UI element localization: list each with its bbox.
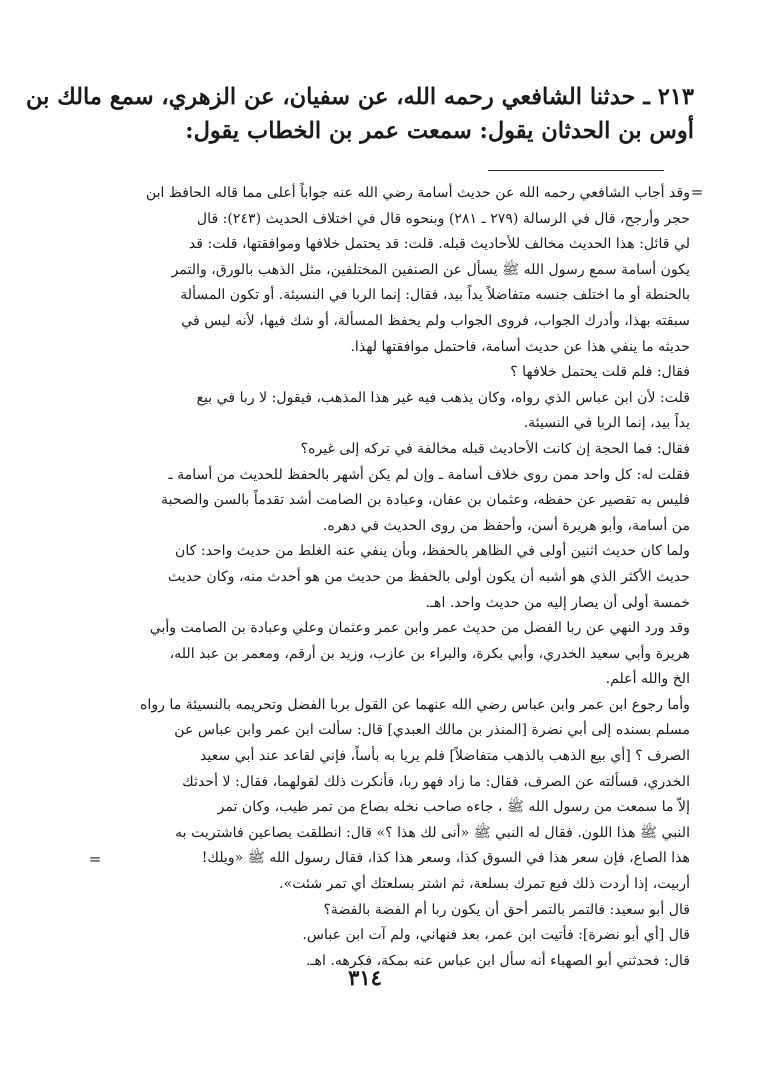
footnote-line: فقال: فما الحجة إن كانت الأحاديث قبله مخالفة في تركه إلى غيره؟ (300, 440, 690, 457)
footnote-line: حديثه ما ينفي هذا عن حديث أسامة، فاحتمل موافقتها لهذا. (350, 338, 690, 355)
footnote-line: قال أبو سعيد: فالتمر بالتمر أحق أن يكون ربا أم الفضة بالفضة؟ (323, 901, 690, 918)
hadith-line-2: أوس بن الحدثان يقول: سمعت عمر بن الخطاب يقول: (185, 118, 694, 144)
footnote-line: فقلت له: كل واحد ممن روى خلاف أسامة ـ وإن لم يكن أشهر بالحفظ للحديث من أسامة ـ (168, 466, 690, 483)
footnote-line: لي قائل: هذا الحديث مخالف للأحاديث قبله. قلت: قد يحتمل خلافها وموافقتها، قلت: قد (188, 236, 690, 253)
footnote-line: يكون أسامة سمع رسول الله ﷺ يسأل عن الصنفين المختلفين، مثل الذهب بالورق، والتمر (171, 261, 690, 278)
footnote-line: حديث الأكثر الذي هو أشبه أن يكون أولى بالحفظ من حديث من هو أحدث منه، وكان حديث (168, 568, 690, 585)
footnote-line: يداً بيد، إنما الربا في النسيئة. (523, 415, 690, 432)
footnote-line: وقد ورد النهي عن ربا الفضل من حديث عمر وابن عمر وعثمان وعلي وعبادة بن الصامت وأبي (149, 620, 690, 637)
footnote-line: قلت: لأن ابن عباس الذي رواه، وكان يذهب فيه غير هذا المذهب، فيقول: لا ربا في بيع (196, 389, 690, 406)
footnote-line: الخ والله أعلم. (605, 671, 690, 688)
footnote-line: حجر وأرجح، قال في الرسالة (٢٧٩ ـ ٢٨١) وبنحوه قال في اختلاف الحديث (٢٤٣): قال (196, 210, 690, 227)
footnote-line: هريرة وأبي سعيد الخدري، وأبي بكرة، والبراء بن عازب، وزيد بن أرقم، ومعمر بن عبد الله، (169, 645, 690, 662)
page-number: ٣١٤ (348, 965, 382, 990)
footnote-line: قال: فحدثني أبو الصهباء أنه سأل ابن عباس عنه بمكة، فكرهه. اهـ. (305, 952, 690, 969)
footnote-line: النبي ﷺ هذا اللون. فقال له النبي ﷺ «أنى لك هذا ؟» قال: انطلقت بصاعين فاشتريت به (175, 824, 690, 841)
footnote-block (66, 181, 690, 974)
footnote-line: الخدري، فسألته عن الصرف، فقال: ما زاد فهو ربا، فأنكرت ذلك لقولهما، فقال: لا أحدثك (182, 773, 690, 790)
footnote-line: إلاّ ما سمعت من رسول الله ﷺ ، جاءه صاحب نخله بصاع من تمر طيب، وكان تمر (217, 799, 690, 816)
footnote-line: فليس به تقصير عن حفظه، وعثمان بن عفان، وعبادة بن الصامت أشد تقدماً بالسن والصحبة (161, 492, 690, 509)
footnote-line: من أسامة، وأبو هريرة أسن، وأحفظ من روى الحديث في دهره. (322, 517, 690, 534)
footnote-line: هذا الصاع، فإن سعر هذا في السوق كذا، وسعر هذا كذا، فقال رسول الله ﷺ «ويلك! (201, 850, 690, 867)
footnote-line: بالحنطة أو ما اختلف جنسه متفاضلاً يداً بيد، فقال: إنما الربا في النسيئة. أو تكون المسألة (180, 287, 690, 304)
footnote-line: فقال: فلم قلت يحتمل خلافها ؟ (510, 364, 690, 381)
footnote-line: وقد أجاب الشافعي رحمه الله عن حديث أسامة رضي الله عنه جواباً أعلى مما قاله الحافظ ابن (145, 185, 690, 201)
hadith-line-1: ٢١٣ ـ حدثنا الشافعي رحمه الله، عن سفيان، عن الزهري، سمع مالك بن (25, 84, 694, 110)
hadith-text (25, 80, 694, 148)
footnote-end-marker: = (88, 850, 102, 868)
footnote-separator (488, 170, 664, 171)
footnote-continuation-marker: = (690, 183, 704, 201)
footnote-line: سبقته بهذا، وأدرك الجواب، فروى الجواب ولم يحفظ المسألة، أو شك فيها، لأنه ليس في (181, 312, 690, 329)
footnote-line: قال [أي أبو نضرة]: فأتيت ابن عمر، بعد فنهاني، ولم آت ابن عباس. (302, 927, 690, 944)
footnote-line: وأما رجوع ابن عمر وابن عباس رضي الله عنهما عن القول بربا الفضل وتحريمه بالنسيئة ما رواه (140, 696, 690, 713)
footnote-line: الصرف ؟ [أي بيع الذهب بالذهب متفاضلاً] فلم يريا به بأساً، فإني لقاعد عند أبي سعيد (200, 748, 690, 765)
footnote-line: خمسة أولى أن يصار إليه من حديث واحد. اهـ. (425, 594, 690, 611)
footnote-line: ولما كان حديث اثنين أولى في الظاهر بالحفظ، وبأن ينفي عنه الغلط من حديث واحد: كان (174, 543, 690, 560)
footnote-line: مسلم بسنده إلى أبي نضرة [المنذر بن مالك العبدي] قال: سألت ابن عمر وابن عباس عن (174, 722, 690, 739)
footnote-line: أربيت، إذا أردت ذلك فبع تمرك بسلعة، ثم اشتر بسلعتك أي تمر شئت». (279, 876, 690, 893)
